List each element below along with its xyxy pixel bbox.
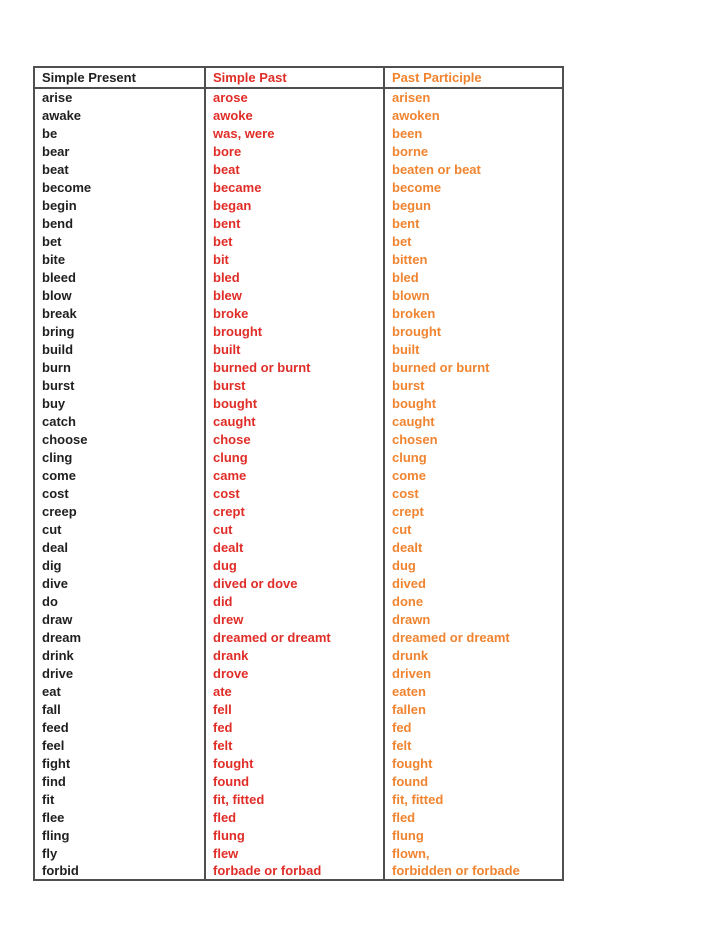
cell-simple-present: fling [42, 827, 70, 843]
cell-simple-present: dig [42, 557, 62, 573]
table-row [34, 664, 563, 682]
table-row [34, 466, 563, 484]
table-row [34, 844, 563, 862]
table-row [34, 484, 563, 502]
table-row [34, 358, 563, 376]
cell-simple-present: cling [42, 449, 73, 465]
table-row [34, 700, 563, 718]
cell-past-participle: awoken [384, 106, 563, 124]
cell-simple-past: cost [205, 484, 384, 502]
table-row [34, 250, 563, 268]
cell-simple-present: dive [42, 575, 69, 591]
cell-past-participle: blown [384, 286, 563, 304]
column-header-past-participle: Past Participle [384, 67, 563, 88]
cell-simple-past: drank [205, 646, 384, 664]
table-row [34, 790, 563, 808]
cell-simple-present: bite [42, 251, 66, 267]
table-row [34, 160, 563, 178]
table-row [34, 556, 563, 574]
cell-simple-past: dealt [205, 538, 384, 556]
header-row [34, 67, 563, 88]
table-row [34, 646, 563, 664]
cell-past-participle: cost [384, 484, 563, 502]
cell-simple-past: fought [205, 754, 384, 772]
cell-simple-past: bent [205, 214, 384, 232]
table-row [34, 88, 563, 106]
cell-past-participle: clung [384, 448, 563, 466]
cell-simple-present: bet [42, 233, 62, 249]
cell-past-participle: bet [384, 232, 563, 250]
cell-simple-past: ate [205, 682, 384, 700]
table-row [34, 304, 563, 322]
cell-past-participle: beaten or beat [384, 160, 563, 178]
cell-simple-present: flee [42, 809, 65, 825]
table-row [34, 268, 563, 286]
table-row [34, 574, 563, 592]
table-row [34, 628, 563, 646]
cell-past-participle: flown, [384, 844, 563, 862]
table-row [34, 430, 563, 448]
cell-simple-present: forbid [42, 863, 79, 878]
cell-simple-present: bend [42, 215, 74, 231]
cell-simple-present: come [42, 467, 76, 483]
table-row [34, 718, 563, 736]
cell-past-participle: borne [384, 142, 563, 160]
cell-past-participle: cut [384, 520, 563, 538]
table-row [34, 592, 563, 610]
cell-past-participle: fought [384, 754, 563, 772]
table-row [34, 178, 563, 196]
table-body [34, 88, 563, 880]
table-row [34, 826, 563, 844]
cell-simple-past: fell [205, 700, 384, 718]
cell-simple-present: become [42, 179, 92, 195]
cell-simple-past: bore [205, 142, 384, 160]
cell-simple-past: brought [205, 322, 384, 340]
table-header [34, 67, 563, 88]
cell-simple-present: bring [42, 323, 75, 339]
cell-simple-past: flew [205, 844, 384, 862]
cell-past-participle: arisen [384, 88, 563, 106]
table-row [34, 412, 563, 430]
table-row [34, 754, 563, 772]
cell-simple-present: fall [42, 701, 61, 717]
cell-simple-past: dreamed or dreamt [205, 628, 384, 646]
cell-simple-past: drew [205, 610, 384, 628]
cell-past-participle: chosen [384, 430, 563, 448]
cell-simple-present: do [42, 593, 58, 609]
table-row [34, 286, 563, 304]
table-row [34, 196, 563, 214]
cell-simple-present: be [42, 125, 58, 141]
cell-simple-present: blow [42, 287, 72, 303]
irregular-verbs-table [33, 66, 564, 881]
cell-simple-past: dug [205, 556, 384, 574]
cell-simple-past: chose [205, 430, 384, 448]
cell-simple-past: fed [205, 718, 384, 736]
cell-simple-past: bled [205, 268, 384, 286]
cell-past-participle: forbidden or forbade [384, 862, 563, 880]
cell-simple-past: fled [205, 808, 384, 826]
cell-past-participle: fit, fitted [384, 790, 563, 808]
cell-past-participle: begun [384, 196, 563, 214]
cell-simple-present: begin [42, 197, 77, 213]
cell-simple-past: arose [205, 88, 384, 106]
cell-simple-present: burn [42, 359, 71, 375]
cell-simple-past: awoke [205, 106, 384, 124]
cell-past-participle: come [384, 466, 563, 484]
cell-simple-present: choose [42, 431, 88, 447]
cell-past-participle: broken [384, 304, 563, 322]
cell-simple-present: buy [42, 395, 66, 411]
cell-simple-past: fit, fitted [205, 790, 384, 808]
cell-past-participle: burned or burnt [384, 358, 563, 376]
cell-past-participle: burst [384, 376, 563, 394]
cell-simple-past: broke [205, 304, 384, 322]
table-row [34, 520, 563, 538]
table-row [34, 340, 563, 358]
cell-simple-past: bet [205, 232, 384, 250]
cell-past-participle: dived [384, 574, 563, 592]
cell-simple-present: bleed [42, 269, 76, 285]
cell-simple-past: began [205, 196, 384, 214]
cell-simple-present: drive [42, 665, 74, 681]
cell-past-participle: caught [384, 412, 563, 430]
cell-simple-past: clung [205, 448, 384, 466]
cell-simple-present: cut [42, 521, 62, 537]
table-row [34, 610, 563, 628]
cell-past-participle: brought [384, 322, 563, 340]
cell-past-participle: bent [384, 214, 563, 232]
cell-simple-past: caught [205, 412, 384, 430]
cell-simple-past: dived or dove [205, 574, 384, 592]
cell-simple-present: feed [42, 719, 69, 735]
table-row [34, 448, 563, 466]
table-row [34, 106, 563, 124]
cell-simple-present: beat [42, 161, 69, 177]
cell-simple-past: drove [205, 664, 384, 682]
cell-simple-present: fight [42, 755, 71, 771]
cell-simple-present: dream [42, 629, 82, 645]
cell-simple-past: flung [205, 826, 384, 844]
cell-simple-past: cut [205, 520, 384, 538]
cell-simple-past: forbade or forbad [205, 862, 384, 880]
cell-simple-past: burned or burnt [205, 358, 384, 376]
cell-simple-present: burst [42, 377, 75, 393]
cell-simple-present: fit [42, 791, 55, 807]
table-row [34, 214, 563, 232]
cell-simple-present: creep [42, 503, 77, 519]
column-header-simple-past: Simple Past [205, 67, 384, 88]
cell-simple-present: eat [42, 683, 61, 699]
cell-past-participle: dealt [384, 538, 563, 556]
cell-past-participle: bought [384, 394, 563, 412]
cell-simple-present: fly [42, 845, 58, 861]
cell-past-participle: drunk [384, 646, 563, 664]
cell-simple-present: break [42, 305, 77, 321]
cell-simple-past: was, were [205, 124, 384, 142]
cell-simple-present: cost [42, 485, 69, 501]
cell-simple-past: became [205, 178, 384, 196]
table-row [34, 142, 563, 160]
table-row [34, 376, 563, 394]
cell-simple-past: crept [205, 502, 384, 520]
cell-simple-present: build [42, 341, 74, 357]
cell-past-participle: fled [384, 808, 563, 826]
table-row [34, 772, 563, 790]
cell-simple-past: beat [205, 160, 384, 178]
cell-past-participle: driven [384, 664, 563, 682]
cell-simple-present: find [42, 773, 66, 789]
cell-simple-past: did [205, 592, 384, 610]
table-row [34, 808, 563, 826]
cell-past-participle: dreamed or dreamt [384, 628, 563, 646]
cell-past-participle: been [384, 124, 563, 142]
table-row [34, 862, 563, 880]
cell-simple-present: draw [42, 611, 73, 627]
column-header-simple-present: Simple Present [34, 67, 205, 88]
cell-past-participle: become [384, 178, 563, 196]
cell-past-participle: built [384, 340, 563, 358]
cell-simple-present: arise [42, 90, 73, 105]
cell-simple-past: found [205, 772, 384, 790]
cell-simple-present: deal [42, 539, 69, 555]
cell-simple-present: bear [42, 143, 70, 159]
cell-simple-present: drink [42, 647, 74, 663]
cell-past-participle: bled [384, 268, 563, 286]
cell-past-participle: drawn [384, 610, 563, 628]
cell-past-participle: flung [384, 826, 563, 844]
cell-past-participle: eaten [384, 682, 563, 700]
table-row [34, 538, 563, 556]
cell-past-participle: dug [384, 556, 563, 574]
table-row [34, 232, 563, 250]
cell-simple-present: feel [42, 737, 65, 753]
cell-simple-past: burst [205, 376, 384, 394]
cell-past-participle: fallen [384, 700, 563, 718]
cell-past-participle: bitten [384, 250, 563, 268]
cell-past-participle: found [384, 772, 563, 790]
cell-simple-past: built [205, 340, 384, 358]
cell-past-participle: fed [384, 718, 563, 736]
table-row [34, 322, 563, 340]
table-row [34, 736, 563, 754]
cell-past-participle: felt [384, 736, 563, 754]
cell-past-participle: crept [384, 502, 563, 520]
cell-simple-past: bought [205, 394, 384, 412]
cell-past-participle: done [384, 592, 563, 610]
cell-simple-present: catch [42, 413, 76, 429]
table-row [34, 502, 563, 520]
cell-simple-past: felt [205, 736, 384, 754]
cell-simple-past: blew [205, 286, 384, 304]
table-row [34, 124, 563, 142]
cell-simple-past: bit [205, 250, 384, 268]
cell-simple-present: awake [42, 107, 82, 123]
table-row [34, 394, 563, 412]
cell-simple-past: came [205, 466, 384, 484]
table-row [34, 682, 563, 700]
